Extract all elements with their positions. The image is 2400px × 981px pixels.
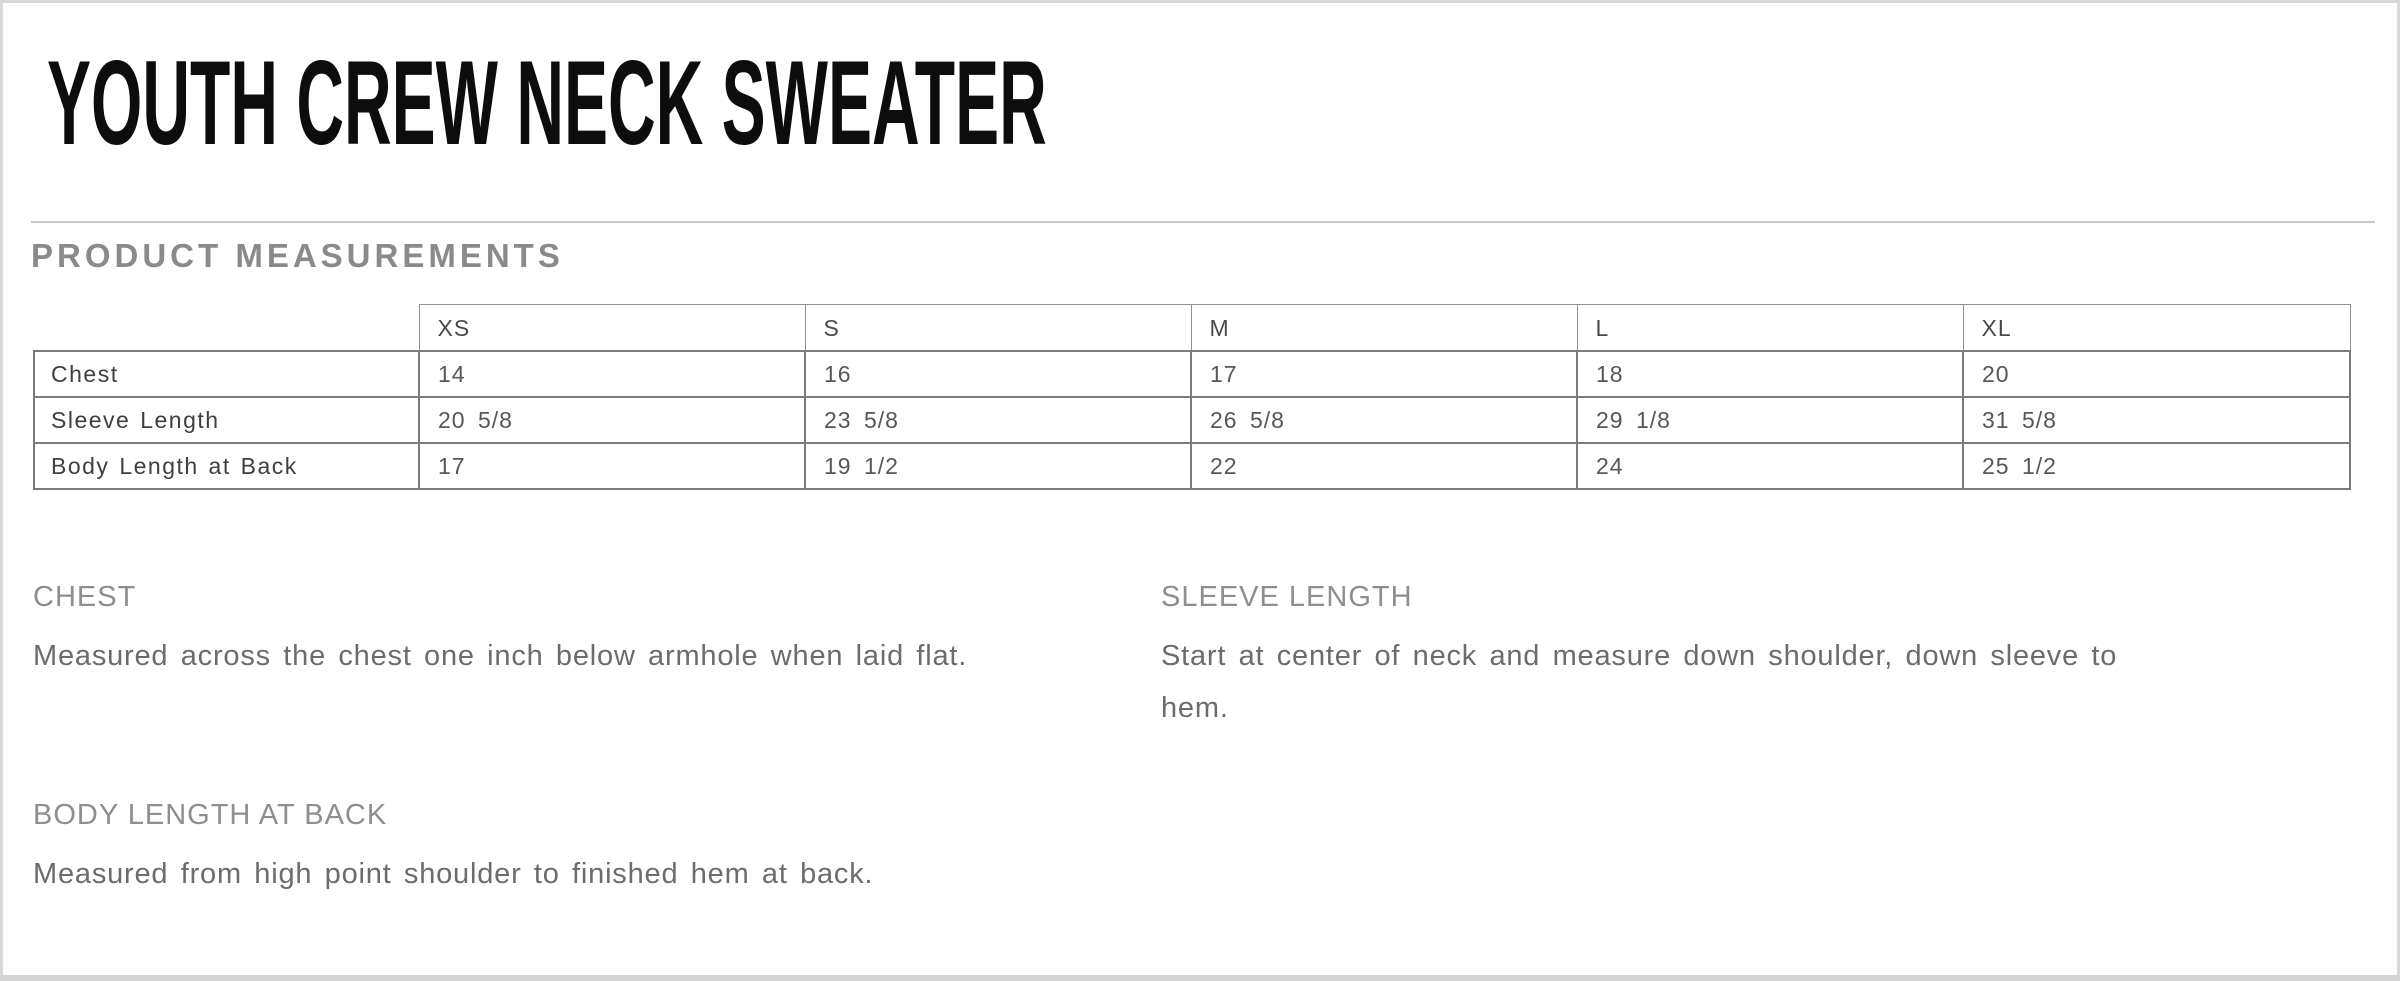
definition-body-length [33,799,1093,900]
row-label-chest: Chest [34,351,419,397]
table-row-body-length [34,443,2350,489]
definition-chest-heading: CHEST [33,581,137,613]
chest-value-xs: 14 [419,351,805,397]
definition-sleeve-length-heading: SLEEVE LENGTH [1161,581,1413,613]
body-length-value-l: 24 [1577,443,1963,489]
chest-value-l: 18 [1577,351,1963,397]
section-divider [31,221,2375,223]
sleeve-value-s: 23 5/8 [805,397,1191,443]
chest-value-xl: 20 [1963,351,2350,397]
definition-body-length-heading: BODY LENGTH AT BACK [33,799,388,831]
row-label-body-length: Body Length at Back [34,443,419,489]
size-column-header-s: S [805,305,1191,351]
definition-sleeve-length-text: Start at center of neck and measure down shoulder, down sleeve to hem. [1161,640,2118,724]
definition-chest [33,581,1093,682]
chest-value-m: 17 [1191,351,1577,397]
body-length-value-s: 19 1/2 [805,443,1191,489]
definition-sleeve-length [1161,581,2191,734]
size-column-header-xl: XL [1963,305,2350,351]
table-corner-cell [34,305,419,351]
body-length-value-m: 22 [1191,443,1577,489]
sleeve-value-m: 26 5/8 [1191,397,1577,443]
measurements-table [33,304,2351,490]
page-title: YOUTH CREW NECK SWEATER [47,36,1047,170]
table-row-chest [34,351,2350,397]
sleeve-value-xl: 31 5/8 [1963,397,2350,443]
body-length-value-xl: 25 1/2 [1963,443,2350,489]
table-header-row [34,305,2350,351]
section-heading: PRODUCT MEASUREMENTS [31,237,564,274]
definition-chest-text: Measured across the chest one inch below armhole when laid flat. [33,640,968,672]
sleeve-value-xs: 20 5/8 [419,397,805,443]
size-column-header-m: M [1191,305,1577,351]
sleeve-value-l: 29 1/8 [1577,397,1963,443]
chest-value-s: 16 [805,351,1191,397]
body-length-value-xs: 17 [419,443,805,489]
row-label-sleeve-length: Sleeve Length [34,397,419,443]
table-row-sleeve-length [34,397,2350,443]
size-column-header-l: L [1577,305,1963,351]
definition-body-length-text: Measured from high point shoulder to finished hem at back. [33,858,874,890]
size-column-header-xs: XS [419,305,805,351]
